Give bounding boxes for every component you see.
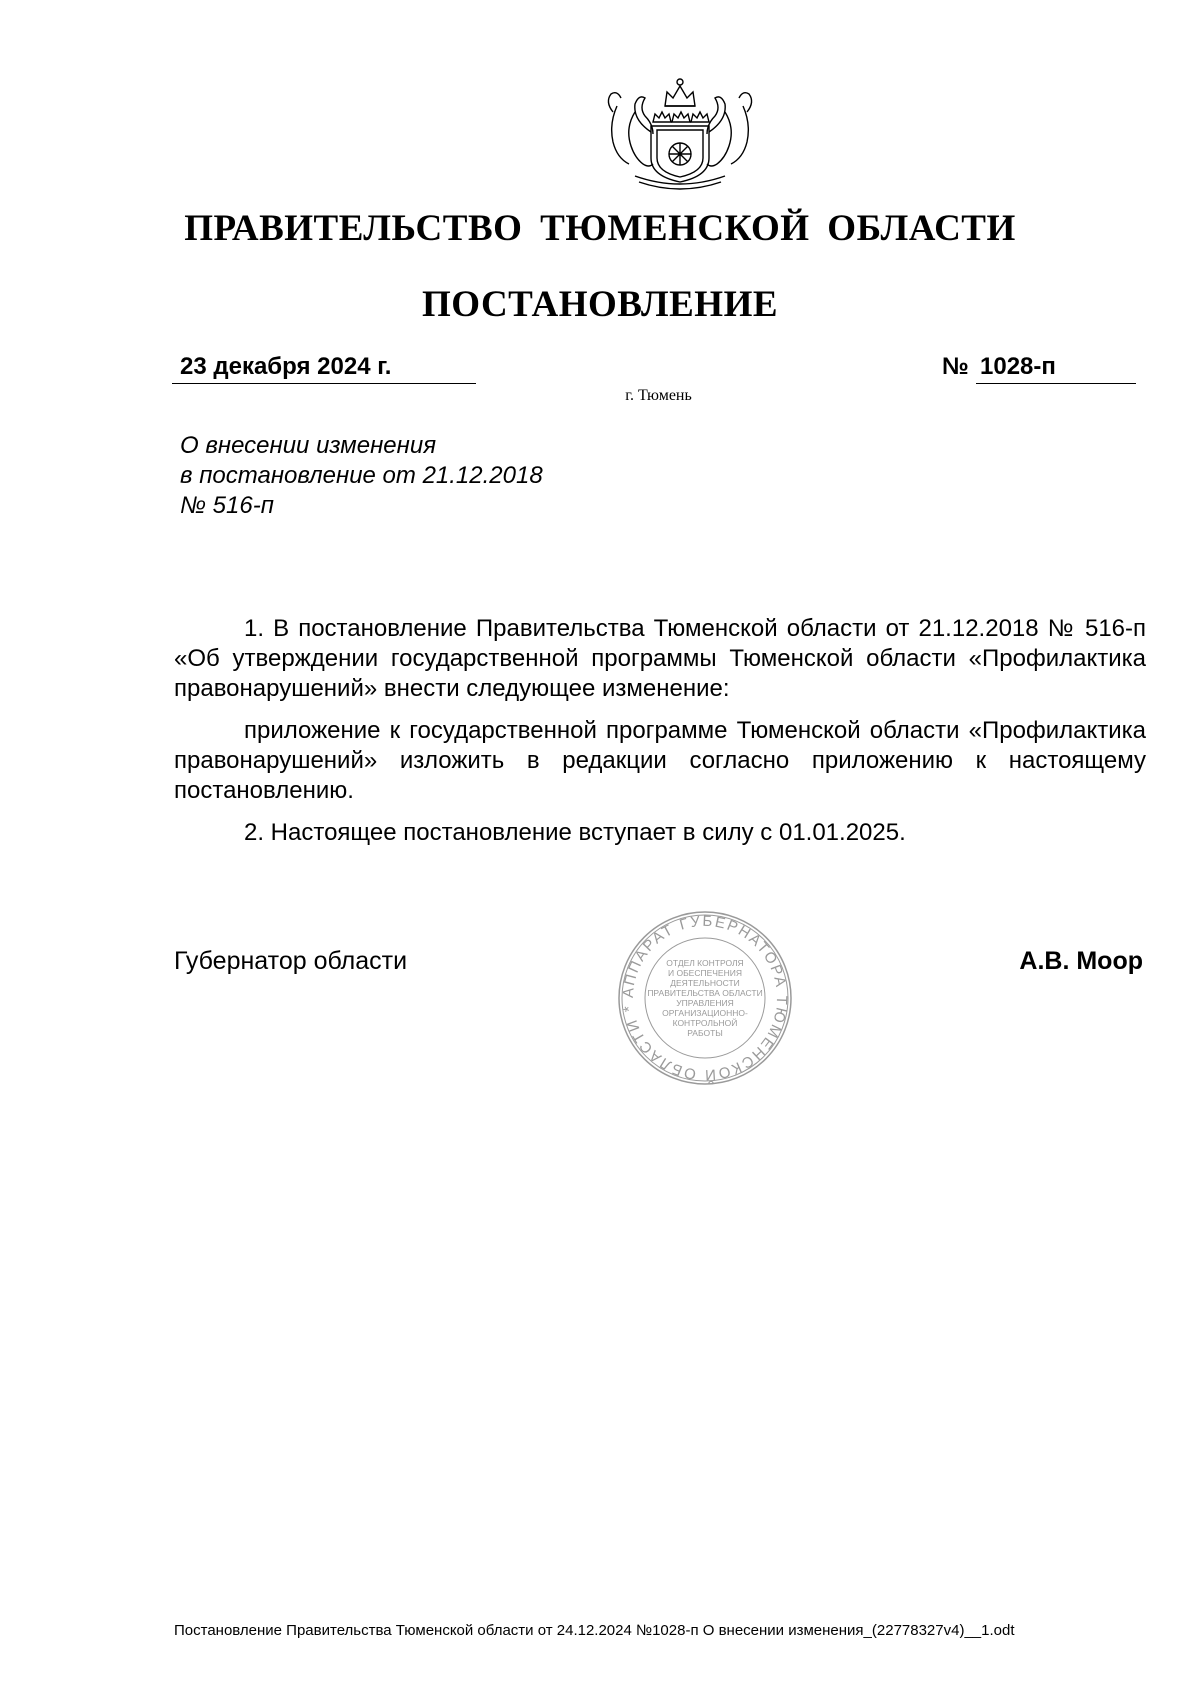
subject-line: в постановление от 21.12.2018 — [180, 462, 543, 489]
signatory-name: А.В. Моор — [1019, 947, 1143, 975]
svg-text:ОТДЕЛ КОНТРОЛЯ: ОТДЕЛ КОНТРОЛЯ — [666, 958, 744, 968]
svg-text:ПРАВИТЕЛЬСТВА ОБЛАСТИ: ПРАВИТЕЛЬСТВА ОБЛАСТИ — [647, 988, 763, 998]
date-underline — [172, 383, 476, 384]
footer-file-info: Постановление Правительства Тюменской области от 24.12.2024 №1028-п О внесении изменения_(22778327v4)__1.odt — [174, 1622, 1015, 1639]
svg-text:УПРАВЛЕНИЯ: УПРАВЛЕНИЯ — [676, 998, 734, 1008]
tyumen-coat-of-arms-icon — [595, 72, 765, 190]
svg-text:ДЕЯТЕЛЬНОСТИ: ДЕЯТЕЛЬНОСТИ — [670, 978, 740, 988]
svg-text:АППАРАТ ГУБЕРНАТОРА ТЮМЕНСКОЙ: АППАРАТ ГУБЕРНАТОРА ТЮМЕНСКОЙ ОБЛАСТИ * — [619, 912, 791, 1084]
document-body — [174, 614, 1146, 860]
document-number: 1028-п — [980, 353, 1056, 380]
official-seal-icon — [617, 910, 793, 1086]
subject-line: № 516-п — [180, 492, 274, 519]
body-paragraph: 1. В постановление Правительства Тюменской области от 21.12.2018 № 516-п «Об утверждении государственной программы Тюменской области «Профилактика правонарушений» внести следующее изменение: — [174, 615, 1146, 702]
government-title: ПРАВИТЕЛЬСТВО ТЮМЕНСКОЙ ОБЛАСТИ — [184, 208, 1016, 249]
number-underline — [976, 383, 1136, 384]
signatory-title: Губернатор области — [174, 947, 408, 975]
body-paragraph: приложение к государственной программе Тюменской области «Профилактика правонарушений» изложить в редакции согласно приложению к настоящему постановлению. — [174, 717, 1146, 804]
svg-text:ОРГАНИЗАЦИОННО-: ОРГАНИЗАЦИОННО- — [662, 1008, 748, 1018]
svg-text:КОНТРОЛЬНОЙ: КОНТРОЛЬНОЙ — [672, 1018, 738, 1028]
subject-line: О внесении изменения — [180, 432, 437, 459]
number-sign: № — [942, 353, 969, 380]
svg-text:РАБОТЫ: РАБОТЫ — [687, 1028, 723, 1038]
body-paragraph: 2. Настоящее постановление вступает в силу с 01.01.2025. — [244, 819, 906, 846]
document-date: 23 декабря 2024 г. — [180, 353, 392, 380]
city-label: г. Тюмень — [625, 387, 692, 404]
svg-text:И ОБЕСПЕЧЕНИЯ: И ОБЕСПЕЧЕНИЯ — [668, 968, 742, 978]
document-subject — [180, 431, 543, 521]
document-type-title: ПОСТАНОВЛЕНИЕ — [421, 284, 779, 325]
